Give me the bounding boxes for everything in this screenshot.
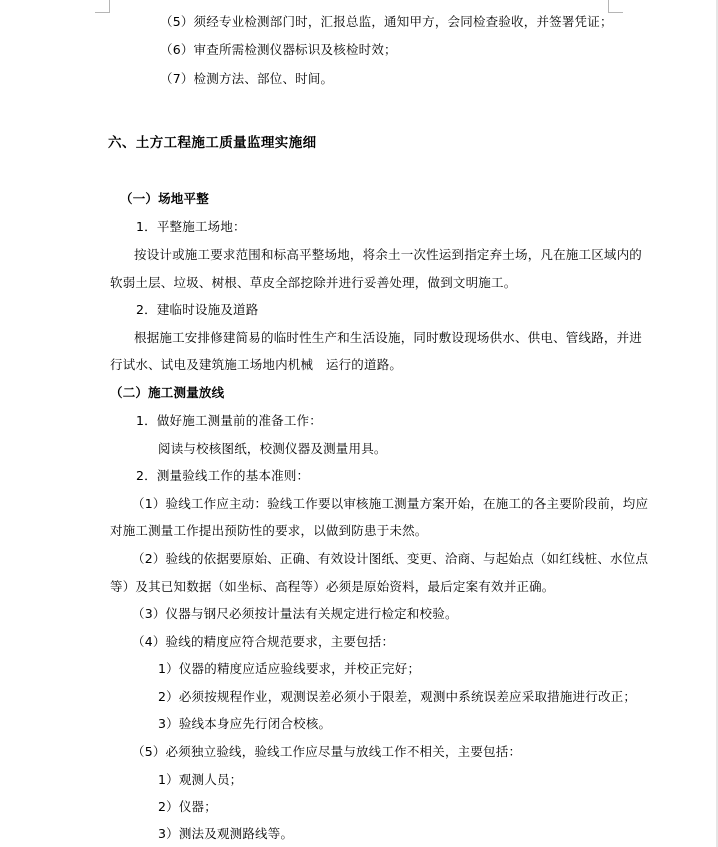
list-item: 1）观测人员； xyxy=(158,772,243,787)
page-corner-mark-right xyxy=(608,0,623,13)
list-item-5: （5）须经专业检测部门时，汇报总监，通知甲方，会同检查验收，并签署凭证； xyxy=(160,14,613,29)
list-item: 1）仪器的精度应适应验线要求，并校正完好； xyxy=(158,661,421,676)
subsection-heading-2: （二）施工测量放线 xyxy=(110,385,225,400)
item-heading: 2．建临时设施及道路 xyxy=(136,302,259,317)
list-item: 3）测法及观测路线等。 xyxy=(158,826,294,841)
paragraph-line: 等）及其已知数据（如坐标、高程等）必须是原始资料，最后定案有效并正确。 xyxy=(110,579,555,594)
paragraph-line: （1）验线工作应主动：验线工作要以审核施工测量方案开始，在施工的各主要阶段前，均应 xyxy=(132,496,649,511)
list-item-6: （6）审查所需检测仪器标识及核检时效； xyxy=(160,42,397,57)
list-item: 2）必须按规程作业，观测误差必须小于限差，观测中系统误差应采取措施进行改正； xyxy=(158,689,637,704)
section-heading-6: 六、土方工程施工质量监理实施细 xyxy=(108,135,317,151)
paragraph-line: 按设计或施工要求范围和标高平整场地，将余土一次性运到指定弃土场，凡在施工区域内的 xyxy=(134,247,643,262)
list-item-7: （7）检测方法、部位、时间。 xyxy=(160,71,334,86)
subsection-heading-1: （一）场地平整 xyxy=(120,191,209,206)
page-corner-mark-left xyxy=(95,0,110,13)
paragraph-line: 对施工测量工作提出预防性的要求，以做到防患于未然。 xyxy=(110,523,428,538)
paragraph-line: （5）必须独立验线，验线工作应尽量与放线工作不相关，主要包括： xyxy=(132,744,522,759)
paragraph-line: 根据施工安排修建简易的临时性生产和生活设施，同时敷设现场供水、供电、管线路，并进 xyxy=(134,330,643,345)
paragraph-line: （4）验线的精度应符合规范要求，主要包括： xyxy=(132,634,395,649)
paragraph-line: （3）仪器与钢尺必须按计量法有关规定进行检定和校验。 xyxy=(132,606,458,621)
paragraph-line: （2）验线的依据要原始、正确、有效设计图纸、变更、洽商、与起始点（如红线桩、水位点 xyxy=(132,551,649,566)
item-heading: 1．平整施工场地： xyxy=(136,219,246,234)
paragraph-line: 软弱土层、垃圾、树根、草皮全部挖除并进行妥善处理，做到文明施工。 xyxy=(110,275,517,290)
paragraph-line: 阅读与校核图纸，校测仪器及测量用具。 xyxy=(158,441,387,456)
list-item: 2）仪器； xyxy=(158,799,217,814)
paragraph-line: 行试水、试电及建筑施工场地内机械 运行的道路。 xyxy=(110,357,403,372)
item-heading: 1．做好施工测量前的准备工作： xyxy=(136,413,322,428)
list-item: 3）验线本身应先行闭合校核。 xyxy=(158,716,332,731)
item-heading: 2．测量验线工作的基本准则： xyxy=(136,468,310,483)
